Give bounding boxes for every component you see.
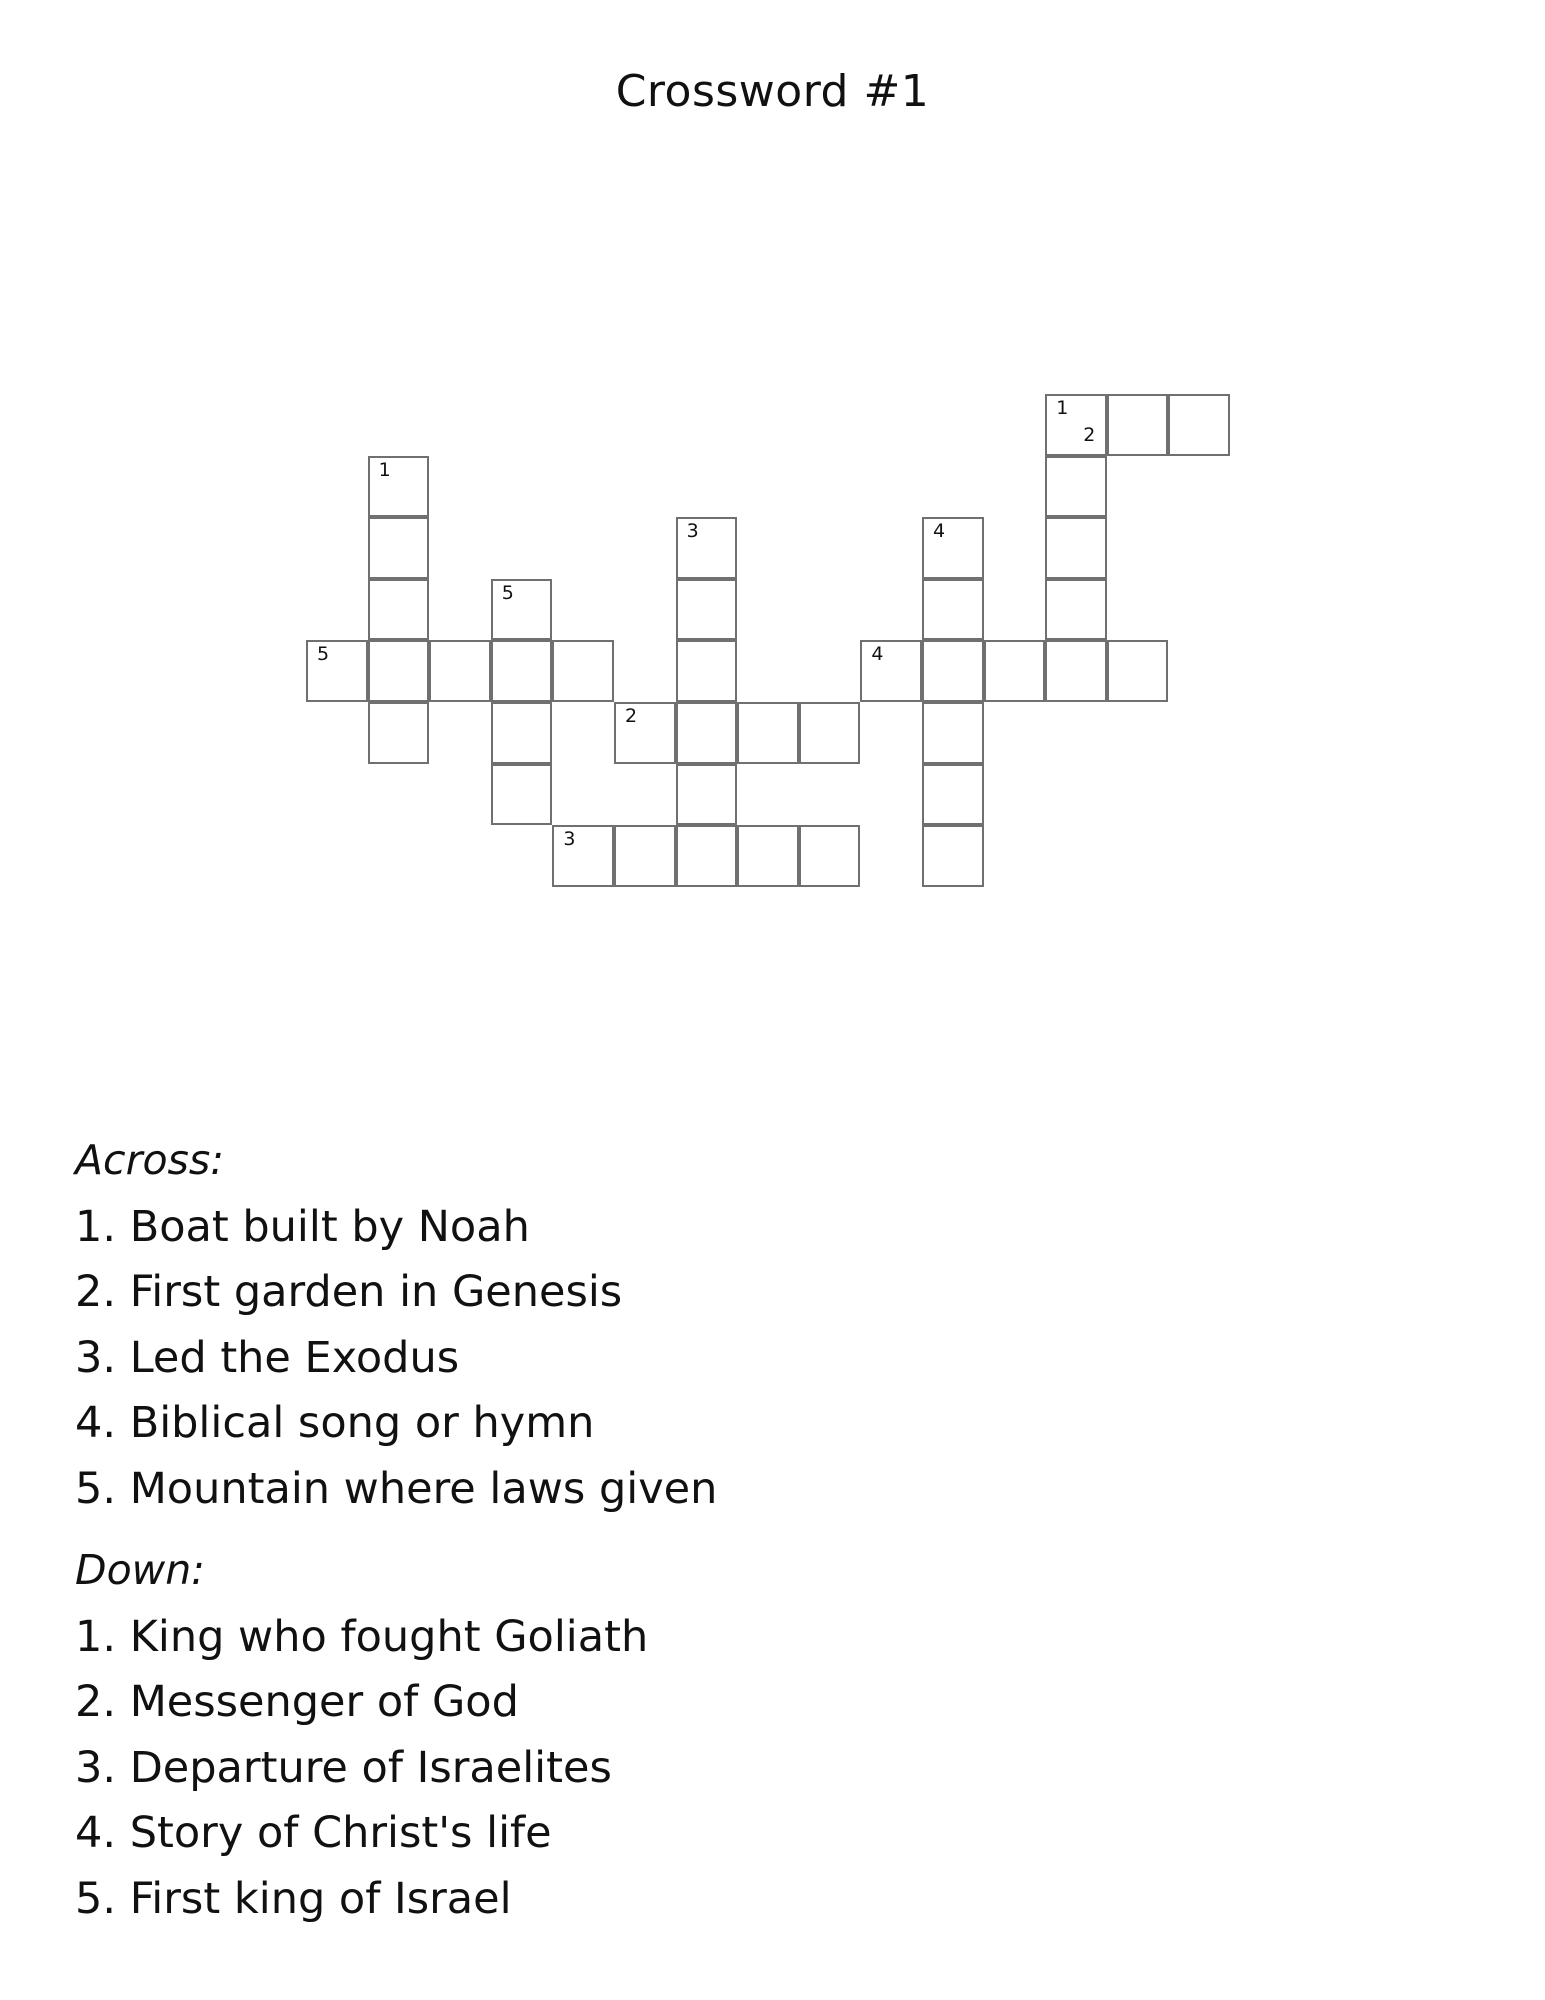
grid-cell[interactable] xyxy=(922,579,984,641)
down-clue-3: 3. Departure of Israelites xyxy=(75,1743,612,1793)
clue-number: 3 xyxy=(686,520,699,543)
grid-cell[interactable] xyxy=(922,517,984,579)
grid-cell[interactable] xyxy=(429,640,491,702)
grid-cell[interactable] xyxy=(676,702,738,764)
clue-number: 2 xyxy=(625,705,638,727)
clue-number: 5 xyxy=(317,643,330,666)
grid-cell[interactable] xyxy=(1045,579,1107,641)
down-clue-4: 4. Story of Christ's life xyxy=(75,1808,552,1858)
across-clue-5: 5. Mountain where laws given xyxy=(75,1464,718,1514)
grid-cell[interactable] xyxy=(1045,640,1107,702)
grid-cell[interactable] xyxy=(491,764,553,826)
grid-cell[interactable] xyxy=(368,640,430,702)
grid-cell[interactable] xyxy=(737,825,799,887)
page-title: Crossword #1 xyxy=(615,66,930,117)
grid-cell[interactable] xyxy=(614,825,676,887)
grid-cell[interactable] xyxy=(676,764,738,826)
clue-number: 4 xyxy=(871,643,884,666)
grid-cell[interactable] xyxy=(1045,456,1107,518)
grid-cell[interactable] xyxy=(1107,640,1169,702)
grid-cell[interactable] xyxy=(799,825,861,887)
grid-cell[interactable] xyxy=(491,579,553,641)
grid-cell[interactable] xyxy=(676,825,738,887)
grid-cell[interactable] xyxy=(676,517,738,579)
clue-number: 4 xyxy=(933,520,946,543)
down-heading: Down: xyxy=(75,1546,205,1594)
grid-cell[interactable] xyxy=(614,702,676,764)
across-clue-2: 2. First garden in Genesis xyxy=(75,1267,623,1317)
clue-number: 3 xyxy=(563,828,576,851)
grid-cell[interactable] xyxy=(368,517,430,579)
grid-cell[interactable] xyxy=(491,702,553,764)
grid-cell[interactable] xyxy=(1045,394,1107,456)
grid-cell[interactable] xyxy=(737,702,799,764)
grid-cell[interactable] xyxy=(922,764,984,826)
grid-cell[interactable] xyxy=(552,640,614,702)
across-clue-3: 3. Led the Exodus xyxy=(75,1333,460,1383)
down-clue-1: 1. King who fought Goliath xyxy=(75,1612,649,1662)
down-clue-2: 2. Messenger of God xyxy=(75,1677,519,1727)
grid-cell[interactable] xyxy=(984,640,1046,702)
clue-number: 1 xyxy=(378,458,391,481)
grid-cell[interactable] xyxy=(860,640,922,702)
grid-cell[interactable] xyxy=(922,825,984,887)
grid-cell[interactable] xyxy=(306,640,368,702)
grid-cell[interactable] xyxy=(368,456,430,518)
grid-cell[interactable] xyxy=(1045,517,1107,579)
grid-cell[interactable] xyxy=(799,702,861,764)
grid-cell[interactable] xyxy=(922,702,984,764)
grid-cell[interactable] xyxy=(676,579,738,641)
across-heading: Across: xyxy=(75,1136,225,1184)
grid-cell[interactable] xyxy=(491,640,553,702)
clue-number: 5 xyxy=(501,581,514,604)
across-clue-1: 1. Boat built by Noah xyxy=(75,1202,530,1252)
grid-cell[interactable] xyxy=(552,825,614,887)
clue-number: 2 xyxy=(1083,424,1096,446)
grid-cell[interactable] xyxy=(676,640,738,702)
grid-cell[interactable] xyxy=(1107,394,1169,456)
down-clue-5: 5. First king of Israel xyxy=(75,1874,512,1924)
grid-cell[interactable] xyxy=(368,702,430,764)
grid-cell[interactable] xyxy=(1168,394,1230,456)
grid-cell[interactable] xyxy=(368,579,430,641)
clue-number: 1 xyxy=(1056,397,1069,419)
across-clue-4: 4. Biblical song or hymn xyxy=(75,1398,595,1448)
grid-cell[interactable] xyxy=(922,640,984,702)
